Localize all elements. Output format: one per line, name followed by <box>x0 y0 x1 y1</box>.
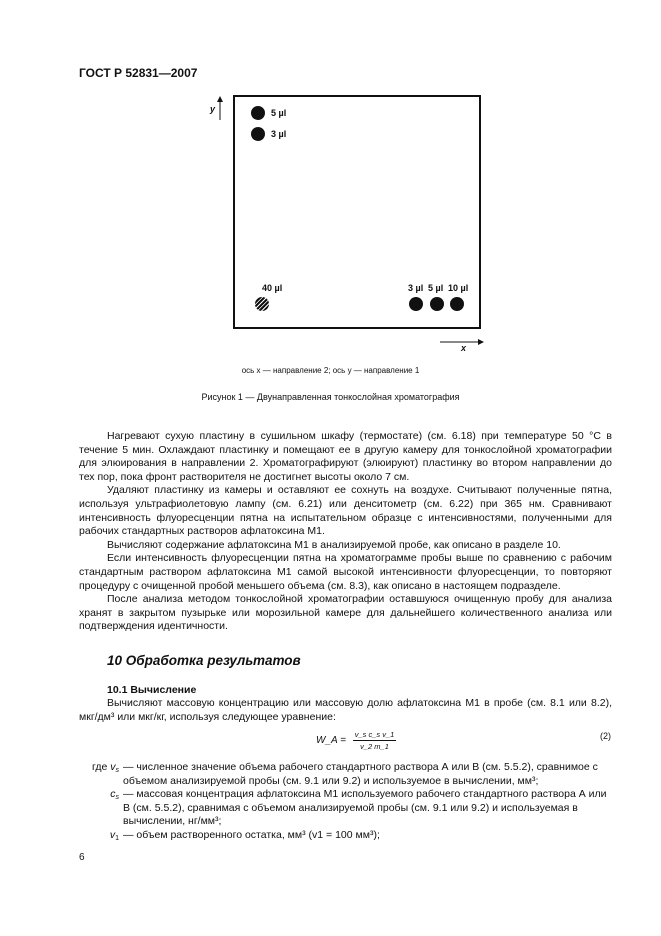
spot-label-bottom-40ul: 40 µl <box>262 283 283 293</box>
definition-vs-text: — численное значение объема рабочего стандартного раствора А или В (см. 5.5.2), сравнимое с объемом анализируемой пробы (см. 9.1 или 9.2) и используемое в вычислении, мм³; <box>123 761 598 787</box>
page-number: 6 <box>79 852 85 863</box>
spot-label-top-3ul: 3 µl <box>271 129 287 139</box>
definition-v1 <box>79 829 612 843</box>
document-header: ГОСТ Р 52831—2007 <box>79 66 198 80</box>
y-axis-arrow <box>216 96 224 120</box>
spot-label-bottom-10ul: 10 µl <box>448 283 469 293</box>
paragraph-repeat: Если интенсивность флуоресценции пятна на хроматограмме пробы выше по сравнению с рабочим стандартным раствором афлатоксина M1 самой высокой интенсивности флуоресценции, то повторяют процедуру с очищенной пробой меньшего объема (см. 8.3), как описано в настоящем подразделе. <box>79 552 612 592</box>
paragraph-heating: Нагревают сухую пластину в сушильном шкафу (термостате) (см. 6.18) при температуре 50 °С в течение 5 мин. Охлаждают пластинку и помещают ее в другую камеру для тонкослойной хроматографии для элюирования в направлении 2. Хроматографируют (элюируют) пластинку во втором направлении до тех пор, пока фронт растворителя не достигнет высоты около 7 см. <box>79 430 612 483</box>
paragraph-formula-intro: Вычисляют массовую концентрацию или массовую долю афлатоксина M1 в пробе (см. 8.1 или 8.2), мкг/дм³ или мкг/кг, используя следующее уравнение: <box>79 697 612 723</box>
spot-label-top-5ul: 5 µl <box>271 108 287 118</box>
paragraph-reading: Удаляют пластинку из камеры и оставляют ее сохнуть на воздухе. Считывают полученные пятна, используя ультрафиолетовую лампу (см. 6.21) или денситометр (см. 6.22) при 365 нм. Сравнивают интенсивность флуоресценции пятна на испытательном образце с интенсивностями, полученными для рабочих стандартных растворов афлатоксина M1. <box>79 484 612 538</box>
definition-cs <box>79 788 612 829</box>
subsection-heading: 10.1 Вычисление <box>107 684 197 696</box>
definition-cs-text: — массовая концентрация афлатоксина M1 используемого рабочего стандартного раствора А или В (см. 5.5.2), сравнимая с объемом анализируемой пробы (см. 9.1 или 9.2) и используемая в вычислении, нг/мм³; <box>123 788 607 828</box>
body-text <box>79 430 612 634</box>
y-axis-label: y <box>210 104 216 114</box>
formula-lhs: W_A = <box>316 735 346 747</box>
paragraph-calculate-ref: Вычисляют содержание афлатоксина M1 в анализируемой пробе, как описано в разделе 10. <box>107 538 561 551</box>
paragraph-storage: После анализа методом тонкослойной хроматографии оставшуюся очищенную пробу для анализа хранят в закрытом пузырьке или морозильной камере для дальнейшего количественного анализа или подтверждения идентичности. <box>79 593 612 633</box>
spot-sample-40ul <box>255 297 269 311</box>
spot-bottom-10ul <box>450 297 464 311</box>
figure-legend: ось x — направление 2; ось y — направление 1 <box>241 366 420 375</box>
symbol-vs: где $v_s$ <box>92 761 119 774</box>
section-intro <box>79 697 612 724</box>
symbol-v1: $v_1$ <box>109 828 119 842</box>
figure-caption: Рисунок 1 — Двунаправленная тонкослойная хроматография <box>201 392 460 402</box>
symbol-cs: $c_s$ <box>110 788 119 802</box>
spot-label-bottom-5ul: 5 µl <box>428 283 444 293</box>
formula-denominator: v_2 m_1 <box>360 742 389 751</box>
formula-fraction <box>353 730 397 751</box>
definitions-list <box>79 761 612 843</box>
formula-numerator: v_s c_s v_1 <box>354 730 395 739</box>
spot-bottom-3ul <box>409 297 423 311</box>
definition-vs <box>79 761 612 788</box>
section-heading: 10 Обработка результатов <box>107 653 301 668</box>
spot-top-5ul <box>251 106 265 120</box>
definition-v1-text: — объем растворенного остатка, мм³ (v1 = 100 мм³); <box>123 828 380 841</box>
spot-top-3ul <box>251 127 265 141</box>
formula <box>316 730 396 751</box>
formula-number: (2) <box>600 731 611 741</box>
spot-label-bottom-3ul: 3 µl <box>408 283 424 293</box>
spot-bottom-5ul <box>430 297 444 311</box>
x-axis-label: x <box>461 343 467 353</box>
tlc-plate <box>233 95 481 329</box>
